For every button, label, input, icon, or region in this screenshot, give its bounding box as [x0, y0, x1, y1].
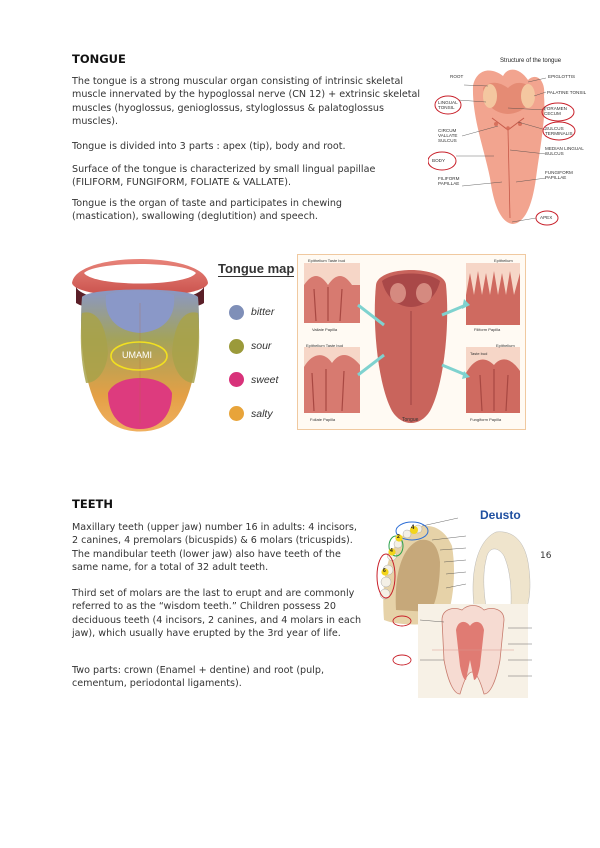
teeth-heading: TEETH [72, 497, 114, 511]
tooth-number-premolars: 4 [390, 548, 393, 554]
tongue-structure-figure [428, 58, 588, 230]
label-lingual-tonsil: LINGUAL TONSIL [438, 100, 458, 110]
papillae-label-tongue: Tongue [402, 417, 419, 423]
papillae-label-epithelium: Epithelium [494, 258, 513, 263]
tongue-paragraph-4: Tongue is the organ of taste and participates in chewing (mastication), swallowing (deglutition) and speech. [72, 198, 342, 223]
papillae-label-taste-bud: Taste bud [470, 351, 488, 356]
papillae-figure [297, 254, 526, 430]
tongue-heading: TONGUE [72, 52, 126, 66]
label-filiform: FILIFORM PAPILLAE [438, 176, 460, 186]
tongue-map-title: Tongue map [218, 261, 295, 276]
papillae-label-filiform: Filiform Papilla [474, 327, 501, 332]
label-root: ROOT [450, 74, 464, 79]
tongue-paragraph-1: The tongue is a strong muscular organ consisting of intrinsic skeletal muscle innervated by the hypoglossal nerve (CN 12) + extrinsic skeletal muscles (hyoglossus, genioglossus, styloglossus & palatoglossus muscles). [72, 76, 421, 128]
structure-title: Structure of the tongue [500, 58, 562, 64]
taste-bitter-label: bitter [251, 306, 275, 318]
label-epiglottis: EPIGLOTTIS [548, 74, 576, 79]
label-median-lingual-sulcus: MEDIAN LINGUAL SULCUS [545, 146, 584, 156]
label-circumvallate-sulcus: CIRCUM VALLATE SULCUS [438, 128, 458, 143]
teeth-paragraph-3: Two parts: crown (Enamel + dentine) and root (pulp, cementum, periodontal ligaments). [72, 665, 325, 690]
taste-salty-label: salty [251, 408, 273, 420]
papillae-label-epithelium-2: Epithelium [496, 343, 515, 348]
label-body: BODY [432, 158, 446, 163]
teeth-paragraph-2: Third set of molars are the last to erupt and are commonly referred to as the “wisdom teeth.” Children possess 20 deciduous teeth (4 incisors, 2 canines, and 4 molars in each jaw), which usually have erupted by the 3rd year of life. [72, 588, 362, 640]
tongue-paragraph-3: Surface of the tongue is characterized by small lingual papillae (FILIFORM, FUNGIFORM, FOLIATE & VALLATE). [72, 164, 376, 189]
tongue-paragraph-2: Tongue is divided into 3 parts : apex (tip), body and root. [72, 141, 346, 152]
label-apex: APEX [540, 215, 553, 220]
papillae-label-epithelium-taste-bud: Epithelium Taste bud [308, 258, 346, 263]
papillae-label-foliate: Foliate Papilla [310, 417, 336, 422]
taste-sweet-label: sweet [251, 374, 279, 386]
teeth-figure [362, 510, 538, 698]
papillae-label-epithelium-taste-bud-2: Epithelium Taste bud [306, 343, 344, 348]
tooth-number-canines: 2 [397, 534, 400, 540]
tooth-number-incisors: 4 [411, 525, 415, 531]
papillae-label-fungiform: Fungiform Papilla [470, 417, 502, 422]
deusto-logo-text: Deusto [480, 508, 521, 522]
salty-dot [229, 406, 244, 421]
tongue-structure-drawing [428, 58, 588, 230]
label-palatine-tonsil: PALATINE TONSIL [547, 90, 587, 95]
taste-sour-label: sour [251, 340, 272, 352]
tooth-number-molars: 6 [383, 568, 386, 574]
teeth-drawing [362, 510, 538, 698]
sweet-dot [229, 372, 244, 387]
umami-label: UMAMI [122, 350, 152, 360]
sour-dot [229, 339, 244, 354]
teeth-paragraph-1: Maxillary teeth (upper jaw) number 16 in adults: 4 incisors, 2 canines, 4 premolars (bicuspids) & 6 molars (tricuspids). The mandibular teeth (lower jaw) also have teeth of the same name, for a total of 32 adult teeth. [72, 522, 357, 574]
papillae-label-vallate: Vallate Papilla [312, 327, 338, 332]
label-foramen-cecum: FORAMEN CECUM [544, 106, 567, 116]
label-fungiform: FUNGIFORM PAPILLAE [545, 170, 573, 180]
tongue-map-illustration [66, 243, 214, 438]
label-sulcus-terminalis: SULCUS TERMINALIS [545, 126, 573, 136]
bitter-dot [229, 305, 244, 320]
papillae-drawing [298, 255, 525, 429]
page-side-number: 16 [540, 551, 552, 561]
